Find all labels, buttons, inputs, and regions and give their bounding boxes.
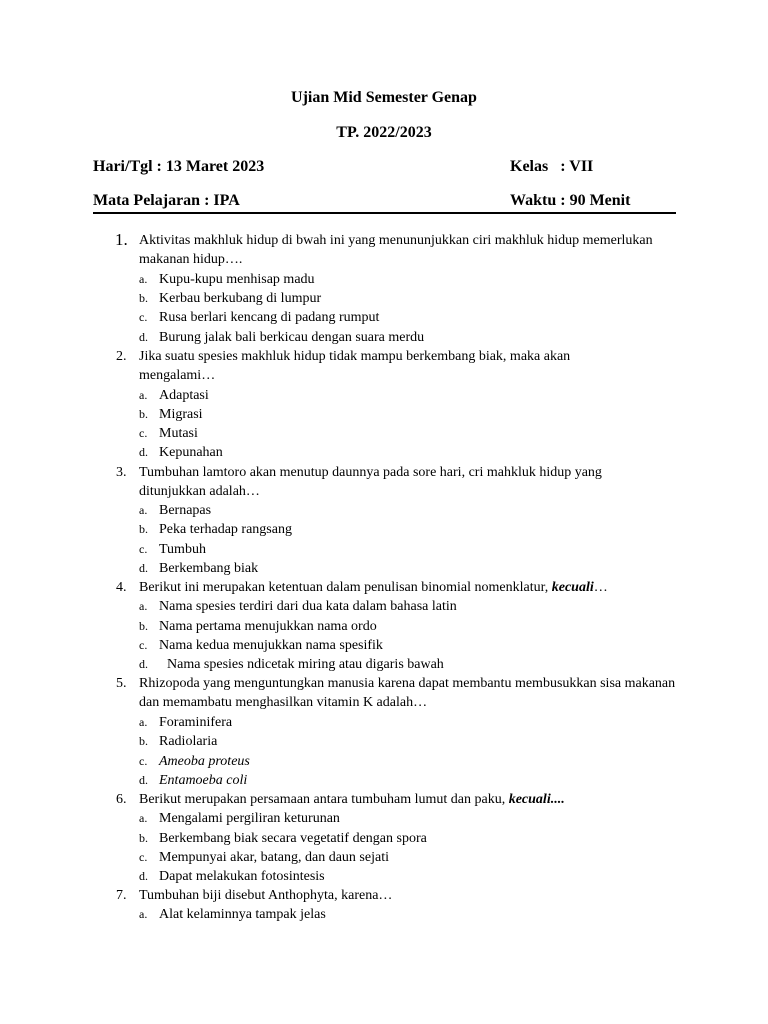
option [139,501,211,520]
question-number: 3. [116,465,127,480]
option-letter: a. [139,272,148,286]
option-letter: a. [139,503,148,517]
option-text: Nama pertama menujukkan nama ordo [159,619,377,634]
option [139,308,379,327]
option [139,520,292,539]
option-letter: d. [139,330,148,344]
option [139,386,209,405]
question-text [139,790,684,809]
question-text [139,578,684,597]
option [139,848,389,867]
option-text: Entamoeba coli [159,773,248,788]
option [139,270,315,289]
option [139,867,325,886]
school-year: TP. 2022/2023 [336,124,432,141]
option-letter: c. [139,542,148,556]
option [139,443,223,462]
option [139,617,377,636]
option-text: Ameoba proteus [159,754,250,769]
option-text: Kerbau berkubang di lumpur [159,291,322,306]
header-divider [93,212,676,214]
question-text-main: Berikut ini merupakan ketentuan dalam penulisan binomial nomenklatur, [139,580,552,595]
question-text-tail: … [593,580,608,595]
option-text: Alat kelaminnya tampak jelas [159,907,326,922]
option-letter: b. [139,291,148,305]
option-letter: c. [139,310,148,324]
option-letter: b. [139,734,148,748]
option [139,752,250,771]
option-text: Bernapas [159,503,212,518]
question-text: Tumbuhan lamtoro akan menutup daunnya pada sore hari, cri mahkluk hidup yang ditunjukkan adalah… [139,465,602,500]
option-text: Adaptasi [159,388,209,403]
option-letter: a. [139,388,148,402]
option-letter: c. [139,638,148,652]
question-number: 1. [115,230,128,249]
option-letter: d. [139,869,148,883]
option-letter: a. [139,715,148,729]
option [139,655,444,674]
question-emphasis: kecuali [551,580,594,595]
option [139,809,340,828]
option [139,597,457,616]
option-letter: b. [139,619,148,633]
option [139,540,206,559]
option [139,829,427,848]
question-text: Aktivitas makhluk hidup di bwah ini yang menununjukkan ciri makhluk hidup memerlukan makanan hidup…. [139,233,653,268]
option-letter: a. [139,811,148,825]
option-text: Migrasi [159,407,203,422]
option [139,559,258,578]
option-text: Tumbuh [159,542,206,557]
option-letter: d. [139,657,148,671]
option [139,328,424,347]
option-text: Peka terhadap rangsang [159,522,292,537]
question-text: Tumbuhan biji disebut Anthophyta, karena… [139,888,393,903]
option [139,732,217,751]
option-text: Mutasi [159,426,198,441]
option-text: Berkembang biak secara vegetatif dengan spora [159,831,427,846]
question-text-main: Berikut merupakan persamaan antara tumbuham lumut dan paku, [139,792,509,807]
option-text: Kupu-kupu menhisap madu [159,272,315,287]
option-text: Kepunahan [159,445,223,460]
duration-label: Waktu : 90 Menit [510,192,631,209]
question-number: 5. [116,676,127,691]
option-text: Burung jalak bali berkicau dengan suara merdu [159,330,425,345]
option-letter: a. [139,599,148,613]
option-letter: b. [139,407,148,421]
option-letter: b. [139,522,148,536]
option-letter: c. [139,850,148,864]
option-text: Foraminifera [159,715,233,730]
question-number: 7. [116,888,127,903]
option-text: Mengalami pergiliran keturunan [159,811,340,826]
option [139,636,383,655]
option [139,405,203,424]
option-letter: d. [139,445,148,459]
option-letter: b. [139,831,148,845]
option-text: Dapat melakukan fotosintesis [159,869,325,884]
question-number: 4. [116,580,127,595]
option-letter: d. [139,561,148,575]
option-text: Berkembang biak [159,561,259,576]
option [139,905,326,924]
option-text: Nama kedua menujukkan nama spesifik [159,638,383,653]
question-number: 2. [116,349,127,364]
question-number: 6. [116,792,127,807]
option-text: Rusa berlari kencang di padang rumput [159,310,380,325]
option [139,289,321,308]
option [139,771,247,790]
option-text: Mempunyai akar, batang, dan daun sejati [159,850,389,865]
exam-title: Ujian Mid Semester Genap [291,89,477,106]
subject-label: Mata Pelajaran : IPA [93,192,240,209]
class-label: Kelas : VII [510,158,594,175]
option-text: Nama spesies ndicetak miring atau digaris bawah [167,657,444,672]
option [139,424,198,443]
option-letter: d. [139,773,148,787]
option-text: Radiolaria [159,734,218,749]
question-text: Jika suatu spesies makhluk hidup tidak mampu berkembang biak, maka akan mengalami… [139,349,571,384]
option-letter: a. [139,907,148,921]
question-text: Rhizopoda yang menguntungkan manusia karena dapat membantu membusukkan sisa makanan dan memambatu menghasilkan vitamin K adalah… [139,676,676,711]
option-letter: c. [139,426,148,440]
exam-date: Hari/Tgl : 13 Maret 2023 [93,158,265,175]
option-text: Nama spesies terdiri dari dua kata dalam bahasa latin [159,599,457,614]
question-emphasis: kecuali.... [508,792,565,807]
option-letter: c. [139,754,148,768]
option [139,713,232,732]
